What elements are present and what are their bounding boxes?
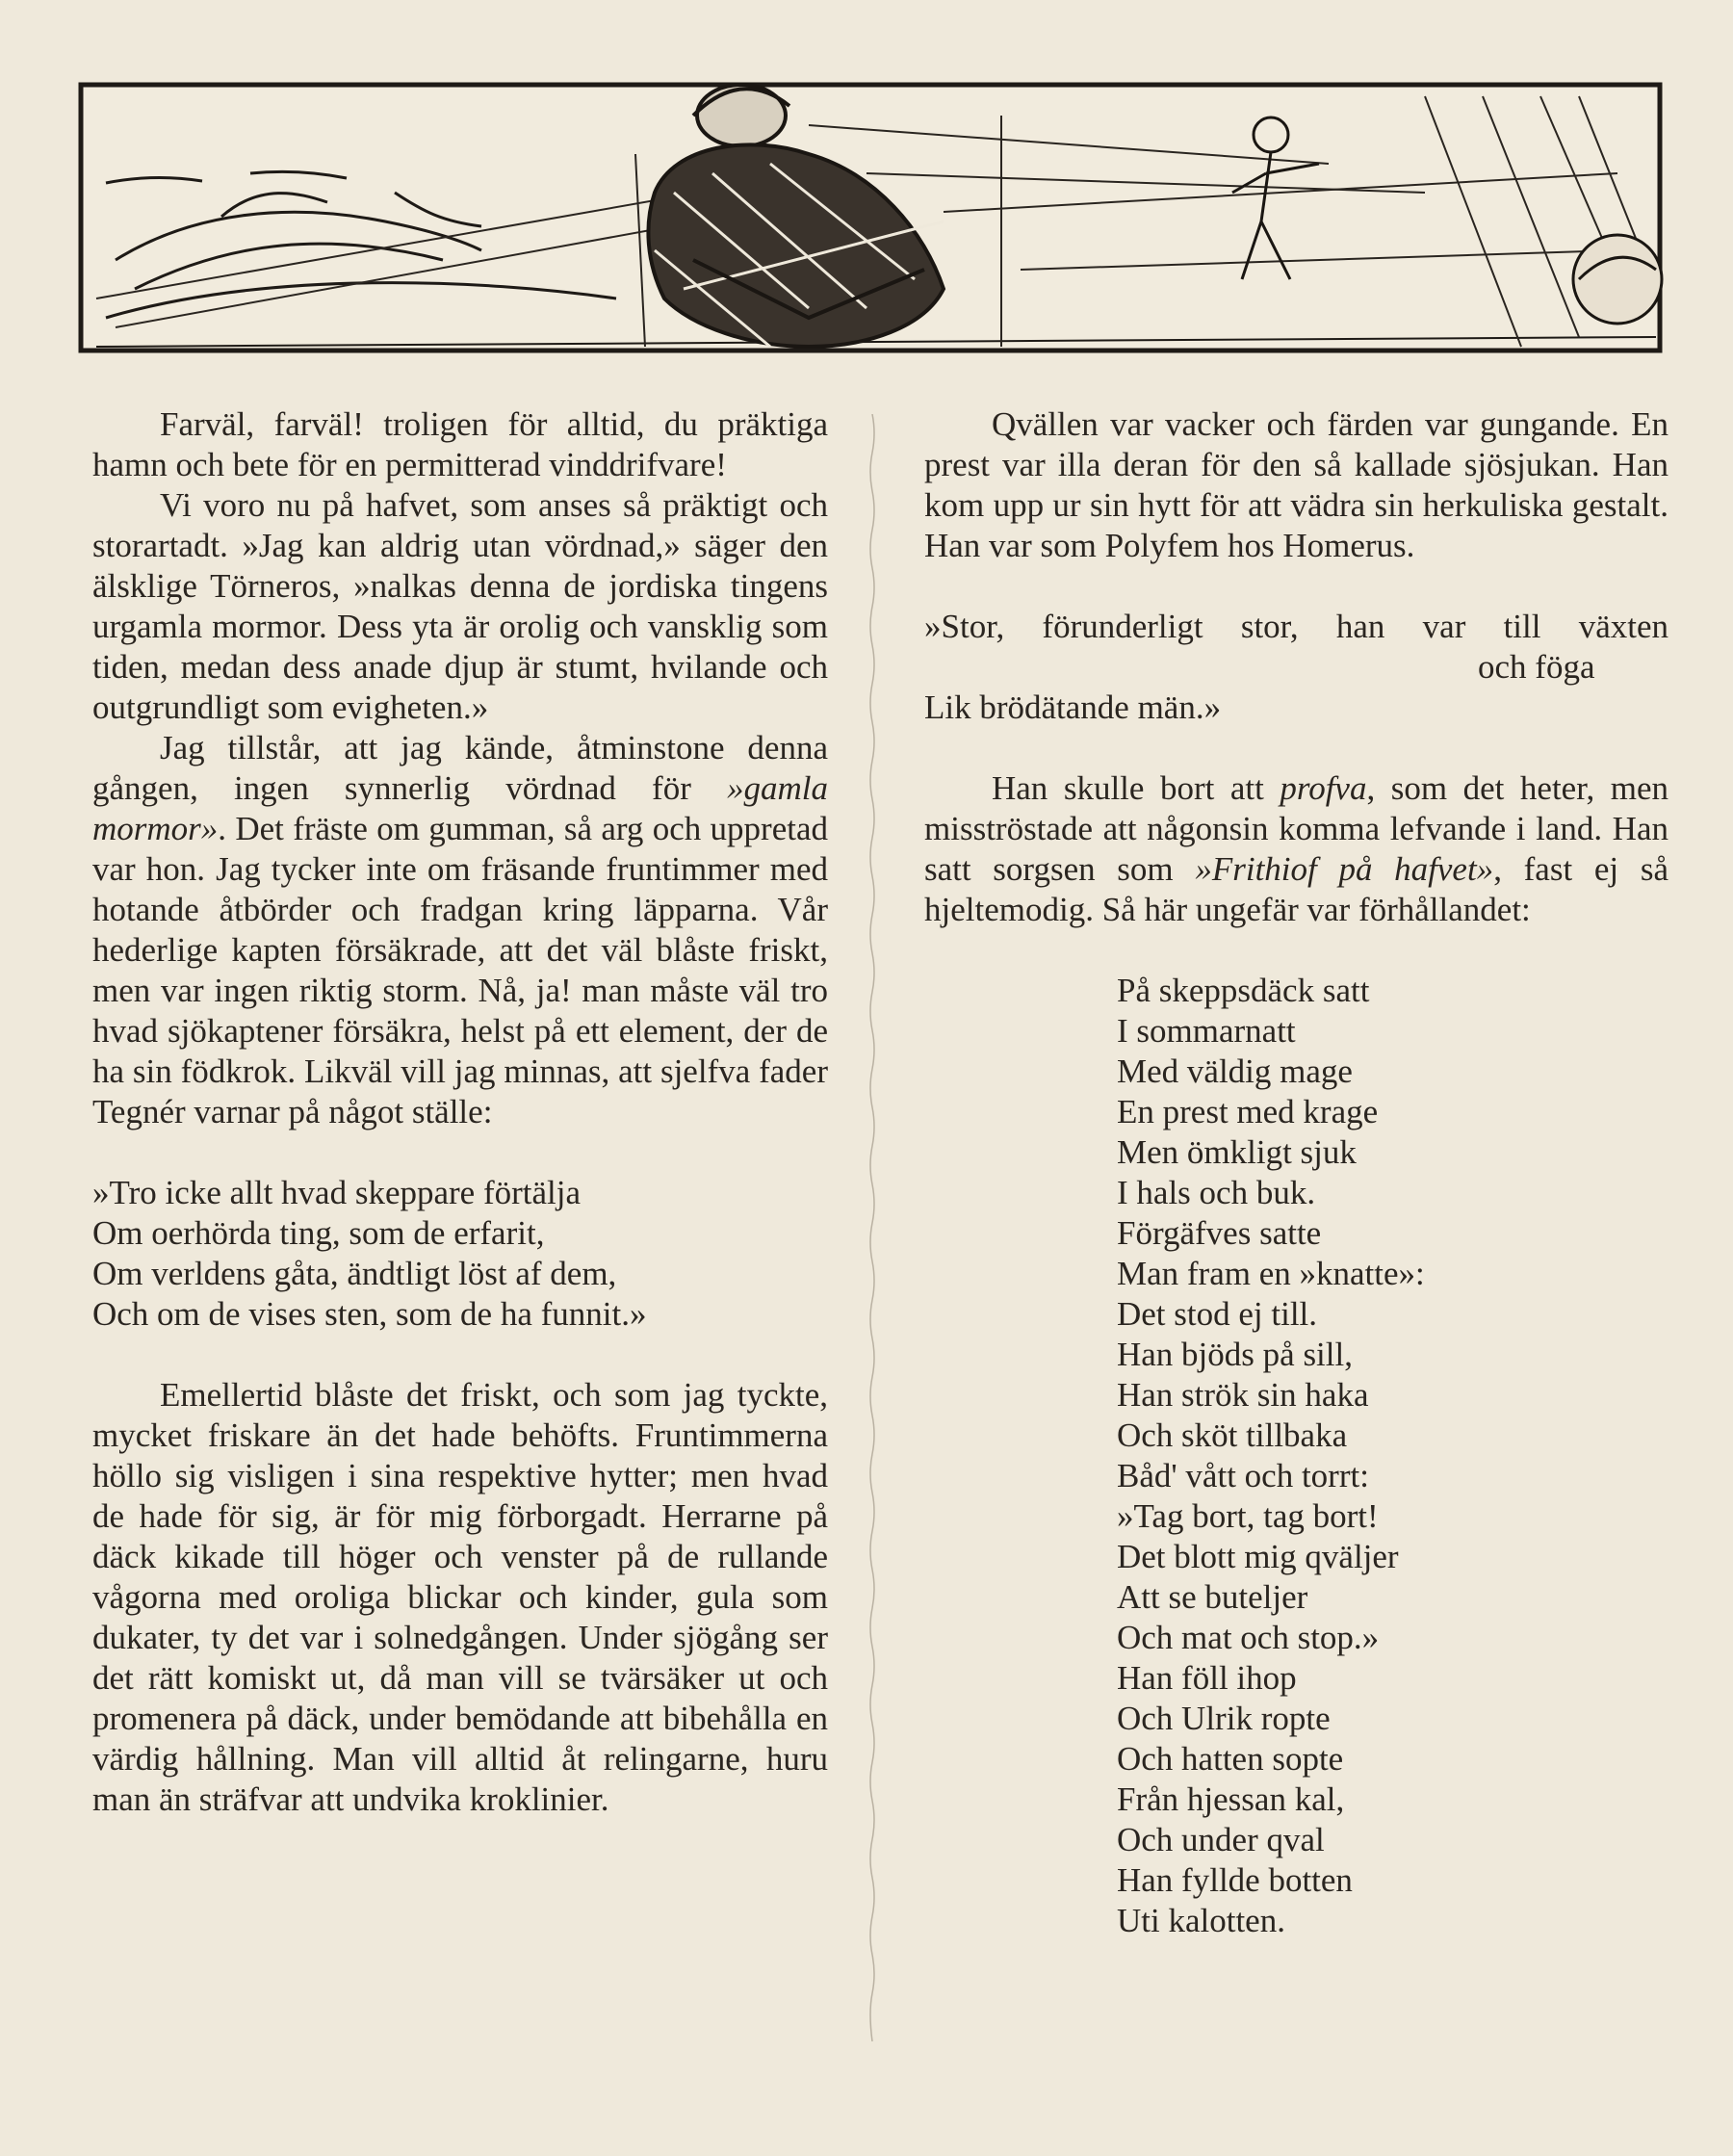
- verse-line: Och Ulrik ropte: [1117, 1700, 1331, 1737]
- verse-line: Det stod ej till.: [1117, 1295, 1318, 1333]
- sea-storm-illustration: [77, 58, 1666, 366]
- frithiof-emphasis: »Frithiof på hafvet»: [1195, 850, 1494, 888]
- right-paragraph-2: [924, 768, 1668, 930]
- right-paragraph-2-middle: , som det heter, men misströstade att någonsin komma lefvande i land. Han satt sorgsen som: [924, 769, 1668, 888]
- verse-line: Men ömkligt sjuk: [1117, 1133, 1357, 1171]
- verse-line: Och mat och stop.»: [1117, 1619, 1380, 1656]
- right-paragraph-1: Qvällen var vacker och färden var gungande. En prest var illa deran för den så kallade sjösjukan. Han kom upp ur sin hytt för att vädra sin herkuliska gestalt. Han var som Polyfem hos Homerus.: [924, 405, 1668, 564]
- verse-line: Uti kalotten.: [1117, 1902, 1285, 1939]
- verse-line: Han fyllde botten: [1117, 1861, 1353, 1899]
- column-divider: [866, 414, 878, 2041]
- verse-line: Det blott mig qväljer: [1117, 1538, 1399, 1575]
- verse-line: Och hatten sopte: [1117, 1740, 1344, 1778]
- verse-line: Båd' vått och torrt:: [1117, 1457, 1369, 1494]
- verse-line: Han bjöds på sill,: [1117, 1336, 1353, 1373]
- quote-line: »Stor, förunderligt stor, han var till växten: [924, 608, 1668, 645]
- verse-line: Med väldig mage: [1117, 1052, 1353, 1090]
- priest-verse: [924, 971, 1668, 1941]
- verse-line: »Tag bort, tag bort!: [1117, 1497, 1379, 1535]
- left-paragraph-1: Farväl, farväl! troligen för alltid, du präktiga hamn och bete för en permitterad vinddrifvare!: [92, 405, 828, 483]
- quote-line: »Tro icke allt hvad skeppare förtälja: [92, 1174, 582, 1211]
- verse-line: Att se buteljer: [1117, 1578, 1308, 1616]
- left-paragraph-3-start: Jag tillstår, att jag kände, åtminstone denna gången, ingen synnerlig vördnad för: [92, 729, 828, 807]
- gamla-mormor-emphasis: »gamla mormor»: [92, 769, 828, 847]
- verse-line: I hals och buk.: [1117, 1174, 1316, 1211]
- verse-line: I sommarnatt: [1117, 1012, 1296, 1050]
- left-paragraph-2: Vi voro nu på hafvet, som anses så präktigt och storartadt. »Jag kan aldrig utan vördnad,» säger den älsklige Törneros, »nalkas denna de jordiska tingens urgamla mormor. Dess yta är orolig och vansklig som tiden, medan dess anade djup är stumt, hvilande och outgrundligt som evigheten.»: [92, 486, 828, 726]
- homer-quote: [924, 607, 1668, 728]
- quote-line: Om oerhörda ting, som de erfarit,: [92, 1214, 545, 1252]
- left-paragraph-3: [92, 728, 828, 1132]
- profva-emphasis: profva: [1280, 769, 1367, 807]
- verse-line: På skeppsdäck satt: [1117, 972, 1370, 1009]
- right-paragraph-2-end: , fast ej så hjeltemodig. Så här ungefär var förhållandet:: [924, 850, 1668, 928]
- verse-line: Man fram en »knatte»:: [1117, 1255, 1425, 1292]
- quote-line: och föga: [1478, 648, 1595, 686]
- verse-line: Förgäfves satte: [1117, 1214, 1322, 1252]
- verse-line: Och sköt tillbaka: [1117, 1416, 1348, 1454]
- left-column: [92, 404, 828, 1820]
- verse-line: Och under qval: [1117, 1821, 1325, 1858]
- right-paragraph-2-start: Han skulle bort att: [992, 769, 1280, 807]
- verse-line: Han föll ihop: [1117, 1659, 1297, 1697]
- quote-line: Och om de vises sten, som de ha funnit.»: [92, 1295, 647, 1333]
- right-column: [924, 404, 1668, 1941]
- quote-line: Om verldens gåta, ändtligt löst af dem,: [92, 1255, 617, 1292]
- quote-line: Lik brödätande män.»: [924, 688, 1222, 726]
- tegner-quote: [92, 1173, 828, 1335]
- verse-line: Han strök sin haka: [1117, 1376, 1369, 1414]
- verse-line: Från hjessan kal,: [1117, 1780, 1345, 1818]
- left-paragraph-3-end: . Det fräste om gumman, så arg och uppretad var hon. Jag tycker inte om fräsande fruntimmer med hotande åtbörder och fradgan kring läpparna. Vår hederlige kapten försäkrade, att det väl blåste friskt, men var ingen riktig storm. Nå, ja! man måste väl tro hvad sjökaptener försäkra, helst på ett element, der de ha sin födkrok. Likväl vill jag minnas, att sjelfva fader Tegnér varnar på något ställe:: [92, 810, 828, 1130]
- left-paragraph-4: Emellertid blåste det friskt, och som jag tyckte, mycket friskare än det hade behöfts. Fruntimmerna höllo sig visligen i sina respektive hytter; men hvad de hade för sig, är för mig förborgadt. Herrarne på däck kikade till höger och venster på de rullande vågorna med oroliga blickar och kinder, gula som dukater, ty det var i solnedgången. Under sjögång ser det rätt komiskt ut, då man vill se tvärsäker ut och promenera på däck, under bemödande att bibehålla en värdig hållning. Man vill alltid åt relingarne, huru man än sträfvar att undvika kroklinier.: [92, 1376, 828, 1818]
- verse-line: En prest med krage: [1117, 1093, 1379, 1130]
